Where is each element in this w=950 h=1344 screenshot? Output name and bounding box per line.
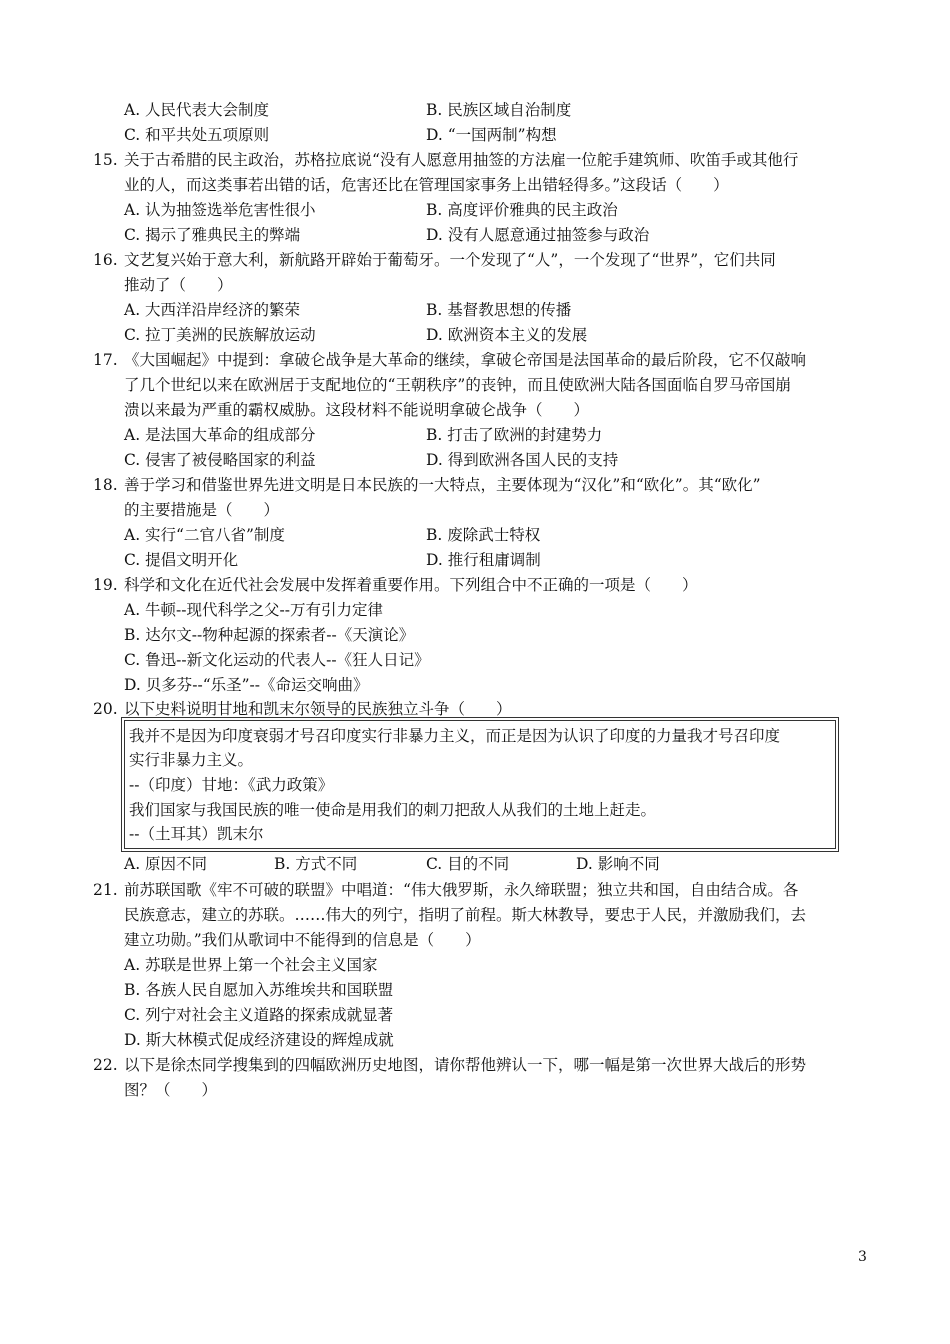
q20-option-b: B. 方式不同 bbox=[274, 855, 358, 873]
q21-number: 21. bbox=[93, 881, 118, 899]
q21-option-a: A. 苏联是世界上第一个社会主义国家 bbox=[124, 956, 378, 974]
q19-option-a: A. 牛顿--现代科学之父--万有引力定律 bbox=[124, 601, 383, 619]
q19-option-b: B. 达尔文--物种起源的探索者--《天演论》 bbox=[124, 626, 415, 644]
q22-stem-line-1: 22. 以下是徐杰同学搜集到的四幅欧洲历史地图，请你帮他辨认一下，哪一幅是第一次世界大战后的形势 bbox=[93, 1053, 806, 1078]
q22-number: 22. bbox=[93, 1056, 118, 1074]
q22-stem-line-2: 图？（ ） bbox=[124, 1081, 218, 1099]
q15-option-a: A. 认为抽签选举危害性很小 bbox=[124, 201, 316, 219]
page-number: 3 bbox=[858, 1249, 867, 1265]
q21-option-d: D. 斯大林模式促成经济建设的辉煌成就 bbox=[124, 1031, 394, 1049]
q16-option-a: A. 大西洋沿岸经济的繁荣 bbox=[124, 301, 301, 319]
q20-source-line-4: 我们国家与我国民族的唯一使命是用我们的刺刀把敌人从我们的土地上赶走。 bbox=[129, 801, 657, 819]
q20-source-line-3: --（印度）甘地：《武力政策》 bbox=[129, 776, 334, 794]
q14-option-c: C. 和平共处五项原则 bbox=[124, 126, 270, 144]
q16-option-d: D. 欧洲资本主义的发展 bbox=[426, 326, 588, 344]
q20-source-line-1: 我并不是因为印度衰弱才号召印度实行非暴力主义，而正是因为认识了印度的力量我才号召印度 bbox=[129, 727, 781, 745]
q17-option-c: C. 侵害了被侵略国家的利益 bbox=[124, 451, 316, 469]
q16-number: 16. bbox=[93, 251, 118, 269]
q18-option-c: C. 提倡文明开化 bbox=[124, 551, 239, 569]
q14-option-a: A. 人民代表大会制度 bbox=[124, 101, 270, 119]
q17-stem-line-2: 了几个世纪以来在欧洲居于支配地位的“王朝秩序”的丧钟，而且使欧洲大陆各国面临自罗马帝国崩 bbox=[124, 376, 791, 394]
q20-option-d: D. 影响不同 bbox=[576, 855, 660, 873]
q15-stem-line-2: 业的人，而这类事若出错的话，危害还比在管理国家事务上出错轻得多。”这段话（ ） bbox=[124, 176, 729, 194]
q15-option-c: C. 揭示了雅典民主的弊端 bbox=[124, 226, 301, 244]
q14-option-b: B. 民族区域自治制度 bbox=[426, 101, 572, 119]
q17-stem-line-1: 17. 《大国崛起》中提到：拿破仑战争是大革命的继续，拿破仑帝国是法国革命的最后阶段，它不仅敲响 bbox=[93, 348, 806, 373]
q15-number: 15. bbox=[93, 151, 118, 169]
q16-stem-line-1: 16. 文艺复兴始于意大利，新航路开辟始于葡萄牙。一个发现了“人”，一个发现了“世界”，它们共同 bbox=[93, 248, 776, 273]
q19-option-c: C. 鲁迅--新文化运动的代表人--《狂人日记》 bbox=[124, 651, 430, 669]
q21-stem-line-2: 民族意志，建立的苏联。……伟大的列宁，指明了前程。斯大林教导，要忠于人民，并激励我们，去 bbox=[124, 906, 807, 924]
q17-option-b: B. 打击了欧洲的封建势力 bbox=[426, 426, 603, 444]
q20-stem-line-1: 20. 以下史料说明甘地和凯末尔领导的民族独立斗争（ ） bbox=[93, 697, 512, 722]
q21-stem-line-3: 建立功勋。”我们从歌词中不能得到的信息是（ ） bbox=[124, 931, 481, 949]
q19-stem-line-1: 19. 科学和文化在近代社会发展中发挥着重要作用。下列组合中不正确的一项是（ ） bbox=[93, 573, 698, 598]
q18-stem-line-1: 18. 善于学习和借鉴世界先进文明是日本民族的一大特点，主要体现为“汉化”和“欧化”。其“欧化” bbox=[93, 473, 761, 498]
q16-option-c: C. 拉丁美洲的民族解放运动 bbox=[124, 326, 316, 344]
q17-number: 17. bbox=[93, 351, 118, 369]
q18-option-b: B. 废除武士特权 bbox=[426, 526, 541, 544]
q21-option-c: C. 列宁对社会主义道路的探索成就显著 bbox=[124, 1006, 394, 1024]
q17-option-a: A. 是法国大革命的组成部分 bbox=[124, 426, 316, 444]
q16-stem-line-2: 推动了（ ） bbox=[124, 276, 233, 294]
q17-option-d: D. 得到欧洲各国人民的支持 bbox=[426, 451, 619, 469]
q16-option-b: B. 基督教思想的传播 bbox=[426, 301, 572, 319]
q20-source-line-5: --（土耳其）凯末尔 bbox=[129, 825, 264, 843]
q21-option-b: B. 各族人民自愿加入苏维埃共和国联盟 bbox=[124, 981, 394, 999]
q20-source-box bbox=[124, 720, 836, 849]
q14-option-d: D. “一国两制”构想 bbox=[426, 126, 557, 144]
q15-stem-line-1: 15. 关于古希腊的民主政治，苏格拉底说“没有人愿意用抽签的方法雇一位舵手建筑师、吹笛手或其他行 bbox=[93, 148, 798, 173]
q19-number: 19. bbox=[93, 576, 118, 594]
q18-option-a: A. 实行“二官八省”制度 bbox=[124, 526, 285, 544]
q20-option-c: C. 目的不同 bbox=[426, 855, 510, 873]
q18-stem-line-2: 的主要措施是（ ） bbox=[124, 501, 280, 519]
q20-number: 20. bbox=[93, 700, 118, 718]
q15-option-b: B. 高度评价雅典的民主政治 bbox=[426, 201, 618, 219]
q18-number: 18. bbox=[93, 476, 118, 494]
q17-stem-line-3: 溃以来最为严重的霸权威胁。这段材料不能说明拿破仑战争（ ） bbox=[124, 401, 590, 419]
q21-stem-line-1: 21. 前苏联国歌《牢不可破的联盟》中唱道：“伟大俄罗斯，永久缔联盟；独立共和国，自由结合成。各 bbox=[93, 878, 798, 903]
q20-source-line-2: 实行非暴力主义。 bbox=[129, 751, 254, 769]
q18-option-d: D. 推行租庸调制 bbox=[426, 551, 541, 569]
q19-option-d: D. 贝多芬--“乐圣”--《命运交响曲》 bbox=[124, 676, 369, 694]
q15-option-d: D. 没有人愿意通过抽签参与政治 bbox=[426, 226, 650, 244]
q20-option-a: A. 原因不同 bbox=[124, 855, 208, 873]
